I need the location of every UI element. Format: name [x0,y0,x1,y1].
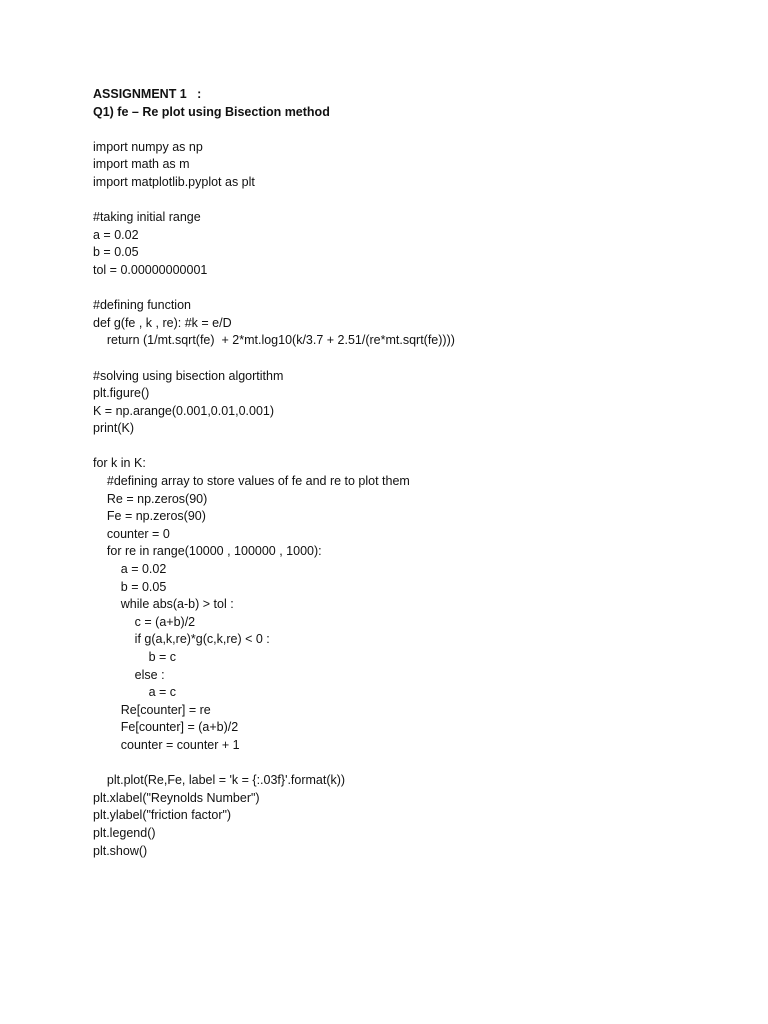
code-line: plt.ylabel("friction factor") [93,808,232,823]
code-line: counter = counter + 1 [93,737,240,752]
code-line: else : [93,667,165,682]
question-heading: Q1) fe – Re plot using Bisection method [93,104,330,119]
assignment-heading: ASSIGNMENT 1 : [93,87,202,101]
code-line [93,755,733,773]
code-line: c = (a+b)/2 [93,614,196,629]
code-line: Re[counter] = re [93,702,211,717]
code-line: K = np.arange(0.001,0.01,0.001) [93,403,275,418]
code-line: import numpy as np [93,139,203,154]
code-line: b = 0.05 [93,579,167,594]
code-line: b = c [93,650,177,664]
code-line: plt.legend() [93,825,156,840]
code-line: for re in range(10000 , 100000 , 1000): [93,544,322,559]
code-line: a = 0.02 [93,227,139,242]
code-line: #solving using bisection algortithm [93,368,284,383]
code-block [93,121,733,860]
code-line: Re = np.zeros(90) [93,491,208,506]
code-line: Fe = np.zeros(90) [93,509,206,524]
code-line: tol = 0.00000000001 [93,262,208,277]
code-line: plt.show() [93,843,148,858]
code-line: plt.figure() [93,386,150,401]
code-line: plt.plot(Re,Fe, label = 'k = {:.03f}'.format(k)) [93,773,346,788]
code-line: a = c [93,685,177,700]
code-line [93,350,733,368]
code-line: if g(a,k,re)*g(c,k,re) < 0 : [93,632,270,647]
code-line [93,280,733,298]
code-line: for k in K: [93,456,146,471]
code-line [93,438,733,456]
code-line [93,121,733,139]
code-line: a = 0.02 [93,562,167,577]
code-line: print(K) [93,421,134,436]
document-body [93,86,733,860]
code-line: Fe[counter] = (a+b)/2 [93,720,239,735]
code-line: return (1/mt.sqrt(fe) + 2*mt.log10(k/3.7 + 2.51/(re*mt.sqrt(fe)))) [93,333,455,348]
code-line: import matplotlib.pyplot as plt [93,174,255,189]
code-line: def g(fe , k , re): #k = e/D [93,315,232,330]
code-line: while abs(a-b) > tol : [93,597,234,612]
code-line: b = 0.05 [93,245,139,260]
code-line: #taking initial range [93,210,201,225]
code-line: #defining function [93,298,191,313]
code-line: #defining array to store values of fe and re to plot them [93,474,410,489]
code-line: plt.xlabel("Reynolds Number") [93,790,260,805]
code-line: counter = 0 [93,526,170,541]
code-line: import math as m [93,157,190,172]
code-line [93,192,733,210]
